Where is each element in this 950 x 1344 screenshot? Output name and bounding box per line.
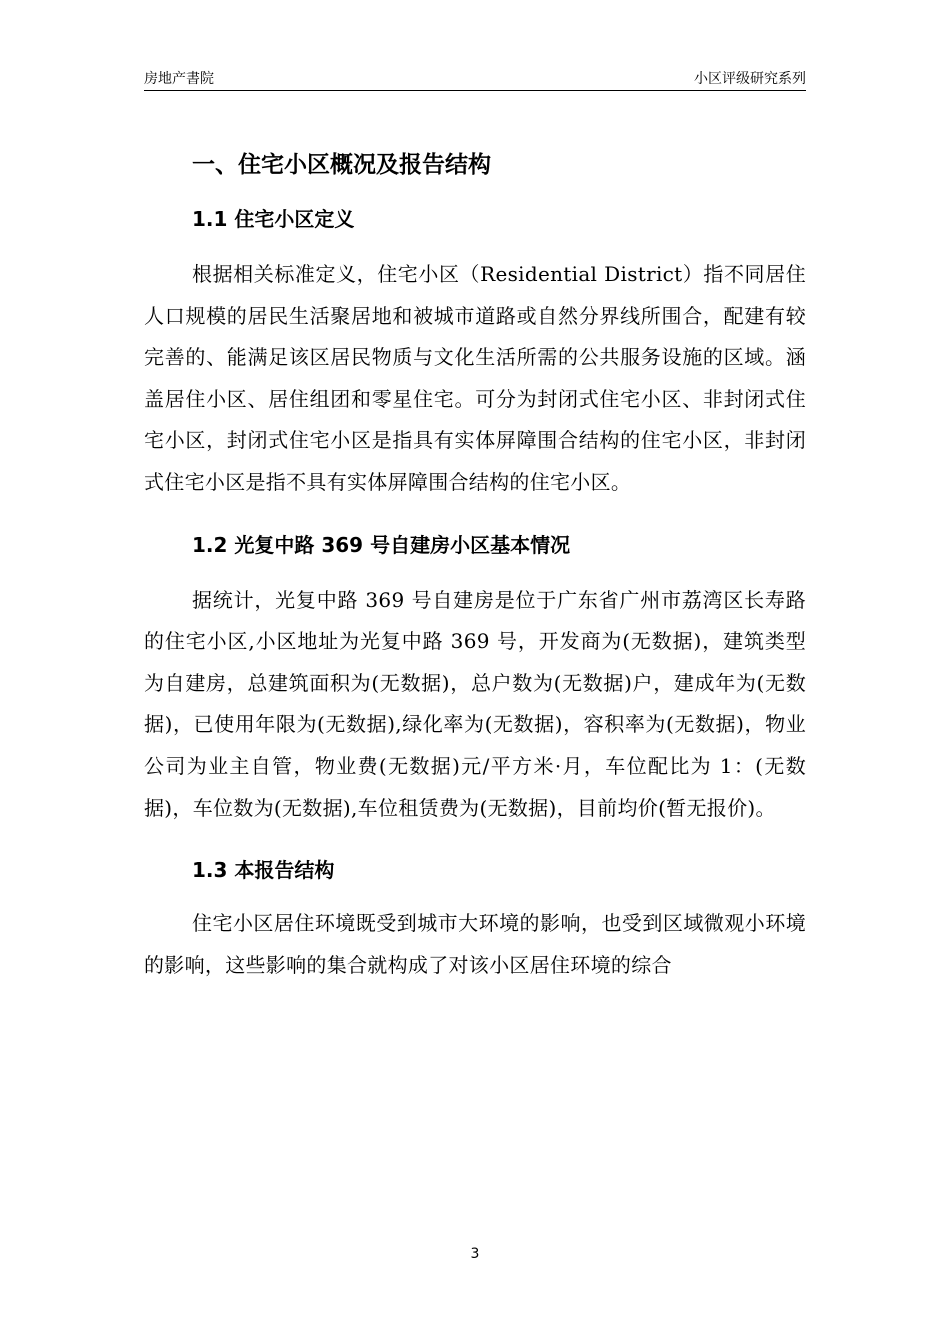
chapter-title: 一、住宅小区概况及报告结构 [192, 152, 491, 178]
document-body [144, 130, 806, 986]
page-number: 3 [470, 1246, 480, 1262]
header-series: 小区评级研究系列 [694, 71, 806, 87]
section-heading-1-1: 1.1 住宅小区定义 [192, 207, 355, 231]
section-paragraph-1-3: 住宅小区居住环境既受到城市大环境的影响，也受到区域微观小环境的影响，这些影响的集合就构成了对该小区居住环境的综合 [144, 911, 806, 977]
header-publisher: 房地产書院 [144, 71, 214, 87]
section-heading-1-2: 1.2 光复中路 369 号自建房小区基本情况 [192, 532, 571, 557]
page-header [144, 68, 806, 91]
section-heading-1-3: 1.3 本报告结构 [192, 858, 335, 883]
section-paragraph-1-2: 据统计，光复中路 369 号自建房是位于广东省广州市荔湾区长寿路的住宅小区,小区地址为光复中路 369 号，开发商为(无数据)，建筑类型为自建房，总建筑面积为(无数据)，总户数为(无数据)户，建成年为(无数据)，已使用年限为(无数据),绿化率为(无数据)，容积率为(无数据)，物业公司为业主自管，物业费(无数据)元/平方米·月，车位配比为 1：(无数据)，车位数为(无数据),车位租赁费为(无数据)，目前均价(暂无报价)。 [144, 587, 806, 820]
section-paragraph-1-1: 根据相关标准定义，住宅小区（Residential District）指不同居住人口规模的居民生活聚居地和被城市道路或自然分界线所围合，配建有较完善的、能满足该区居民物质与文化生活所需的公共服务设施的区域。涵盖居住小区、居住组团和零星住宅。可分为封闭式住宅小区、非封闭式住宅小区，封闭式住宅小区是指具有实体屏障围合结构的住宅小区，非封闭式住宅小区是指不具有实体屏障围合结构的住宅小区。 [144, 262, 806, 494]
